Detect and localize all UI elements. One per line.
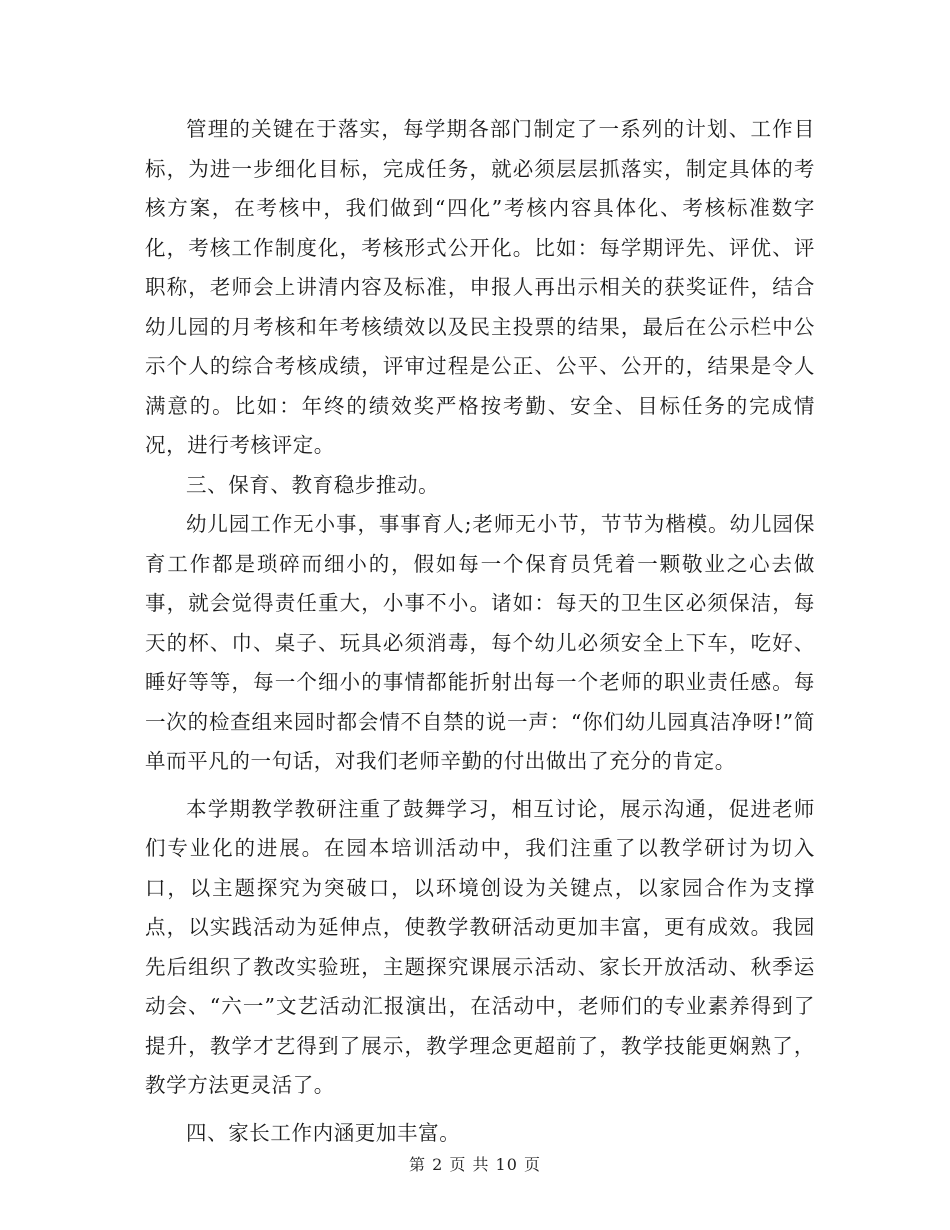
document-body: [145, 110, 815, 1153]
paragraph-care-work: 幼儿园工作无小事，事事育人;老师无小节，节节为楷模。幼儿园保育工作都是琐碎而细小的，假如每一个保育员凭着一颗敬业之心去做事，就会觉得责任重大，小事不小。诸如：每天的卫生区必须保洁，每天的杯、巾、桌子、玩具必须消毒，每个幼儿必须安全上下车，吃好、睡好等等，每一个细小的事情都能折射出每一个老师的职业责任感。每一次的检查组来园时都会情不自禁的说一声：“你们幼儿园真洁净呀!”简单而平凡的一句话，对我们老师辛勤的付出做出了充分的肯定。: [145, 512, 815, 773]
paragraph-assessment: 管理的关键在于落实，每学期各部门制定了一系列的计划、工作目标，为进一步细化目标，完成任务，就必须层层抓落实，制定具体的考核方案，在考核中，我们做到“四化”考核内容具体化、考核标准数字化，考核工作制度化，考核形式公开化。比如：每学期评先、评优、评职称，老师会上讲清内容及标准，申报人再出示相关的获奖证件，结合幼儿园的月考核和年考核绩效以及民主投票的结果，最后在公示栏中公示个人的综合考核成绩，评审过程是公正、公平、公开的，结果是令人满意的。比如：年终的绩效奖严格按考勤、安全、目标任务的完成情况，进行考核评定。: [145, 117, 815, 457]
section-heading-parent-work: 四、家长工作内涵更加丰富。: [186, 1120, 461, 1145]
paragraph-spacer: [145, 782, 815, 790]
paragraph-teaching-research: 本学期教学教研注重了鼓舞学习，相互讨论，展示沟通，促进老师们专业化的进展。在园本培训活动中，我们注重了以教学研讨为切入口，以主题探究为突破口，以环境创设为关键点，以家园合作为支撑点，以实践活动为延伸点，使教学教研活动更加丰富，更有成效。我园先后组织了教改实验班，主题探究课展示活动、家长开放活动、秋季运动会、“六一”文艺活动汇报演出，在活动中，老师们的专业素养得到了提升，教学才艺得到了展示，教学理念更超前了，教学技能更娴熟了，教学方法更灵活了。: [145, 796, 815, 1097]
page-number-footer: 第 2 页 共 10 页: [409, 1155, 541, 1174]
paragraph-spacer: [145, 1106, 815, 1114]
section-heading-care-education: 三、保育、教育稳步推动。: [186, 472, 440, 497]
